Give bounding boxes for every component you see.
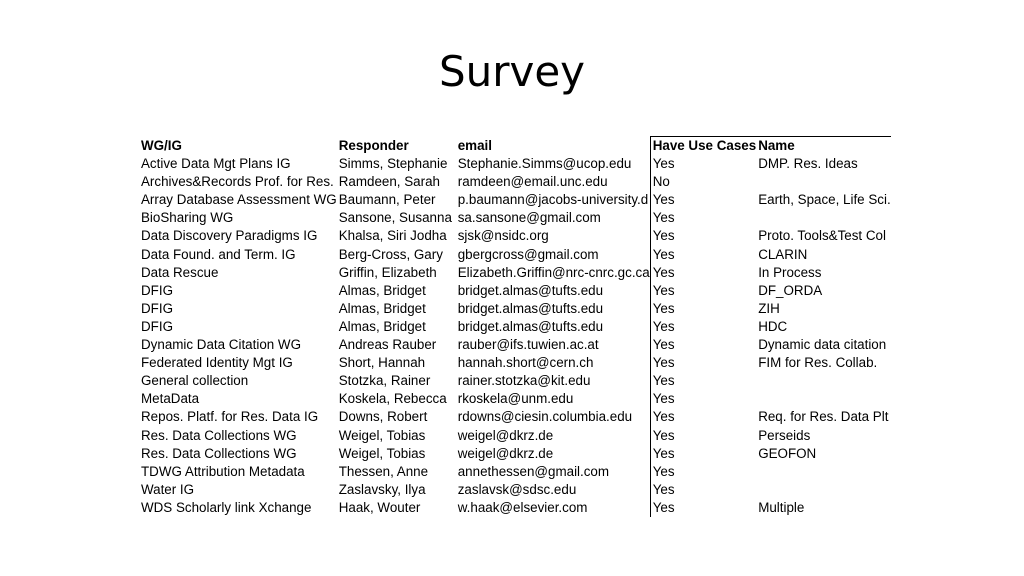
table-row xyxy=(139,390,891,408)
cell-responder: Weigel, Tobias xyxy=(338,427,426,443)
cell-wg-ig: General collection xyxy=(141,373,249,389)
table-row xyxy=(139,318,891,336)
table-row xyxy=(139,463,891,481)
cell-have-use-cases: Yes xyxy=(650,499,756,517)
cell-email: sa.sansone@gmail.com xyxy=(457,210,601,226)
cell-wg-ig: Federated Identity Mgt IG xyxy=(141,355,293,371)
table-row xyxy=(139,372,891,390)
cell-have-use-cases: Yes xyxy=(650,282,756,300)
cell-wg-ig: DFIG xyxy=(141,282,173,298)
cell-name: Perseids xyxy=(758,427,811,443)
cell-wg-ig: Array Database Assessment WG xyxy=(141,192,337,208)
cell-wg-ig: Res. Data Collections WG xyxy=(141,445,297,461)
cell-email: hannah.short@cern.ch xyxy=(457,355,594,371)
cell-wg-ig: DFIG xyxy=(141,318,173,334)
cell-responder: Weigel, Tobias xyxy=(338,445,426,461)
cell-wg-ig: MetaData xyxy=(141,391,200,407)
cell-email: p.baumann@jacobs-university.d xyxy=(457,192,649,208)
cell-name: Earth, Space, Life Sci. xyxy=(758,192,891,208)
cell-email: zaslavsk@sdsc.edu xyxy=(457,481,577,497)
cell-name: DF_ORDA xyxy=(758,282,823,298)
cell-email: gbergcross@gmail.com xyxy=(457,246,599,262)
table-row xyxy=(139,427,891,445)
column-header-email: email xyxy=(457,137,492,153)
cell-wg-ig: Data Found. and Term. IG xyxy=(141,246,296,262)
cell-name: GEOFON xyxy=(758,445,817,461)
cell-wg-ig: Repos. Platf. for Res. Data IG xyxy=(141,409,319,425)
cell-name: ZIH xyxy=(758,300,780,316)
cell-name: HDC xyxy=(758,318,788,334)
table-row xyxy=(139,209,891,227)
cell-email: bridget.almas@tufts.edu xyxy=(457,282,604,298)
cell-email: w.haak@elsevier.com xyxy=(457,499,588,515)
cell-wg-ig: Data Discovery Paradigms IG xyxy=(141,228,318,244)
table-row xyxy=(139,336,891,354)
table-row xyxy=(139,246,891,264)
page-title: Survey xyxy=(438,47,586,96)
cell-responder: Almas, Bridget xyxy=(338,300,426,316)
table-row xyxy=(139,481,891,499)
cell-responder: Andreas Rauber xyxy=(338,337,437,353)
column-header-responder: Responder xyxy=(338,137,409,153)
column-header-name: Name xyxy=(756,137,891,156)
cell-responder: Berg-Cross, Gary xyxy=(338,246,443,262)
cell-responder: Stotzka, Rainer xyxy=(338,373,431,389)
cell-have-use-cases: Yes xyxy=(650,191,756,209)
cell-responder: Almas, Bridget xyxy=(338,282,426,298)
table-row xyxy=(139,155,891,173)
cell-responder: Downs, Robert xyxy=(338,409,428,425)
cell-name: Multiple xyxy=(758,499,805,515)
table-header-row xyxy=(139,137,891,156)
table-row xyxy=(139,264,891,282)
cell-have-use-cases: Yes xyxy=(650,427,756,445)
cell-responder: Almas, Bridget xyxy=(338,318,426,334)
cell-name: In Process xyxy=(758,264,822,280)
cell-name xyxy=(756,481,891,499)
cell-name: Dynamic data citation xyxy=(758,337,887,353)
cell-name xyxy=(756,372,891,390)
cell-have-use-cases: Yes xyxy=(650,246,756,264)
cell-email: Stephanie.Simms@ucop.edu xyxy=(457,156,632,172)
cell-wg-ig: BioSharing WG xyxy=(141,210,234,226)
cell-email: bridget.almas@tufts.edu xyxy=(457,300,604,316)
cell-responder: Thessen, Anne xyxy=(338,463,429,479)
cell-name: FIM for Res. Collab. xyxy=(758,355,878,371)
column-header-have-use-cases: Have Use Cases xyxy=(650,137,756,156)
cell-name xyxy=(756,463,891,481)
table-row xyxy=(139,173,891,191)
cell-have-use-cases: Yes xyxy=(650,264,756,282)
cell-wg-ig: WDS Scholarly link Xchange xyxy=(141,499,312,515)
cell-wg-ig: DFIG xyxy=(141,300,173,316)
cell-name: Req. for Res. Data Plt xyxy=(758,409,889,425)
cell-email: weigel@dkrz.de xyxy=(457,427,554,443)
cell-email: ramdeen@email.unc.edu xyxy=(457,174,608,190)
cell-email: annethessen@gmail.com xyxy=(457,463,610,479)
column-header-wg-ig: WG/IG xyxy=(141,137,182,153)
cell-wg-ig: Data Rescue xyxy=(141,264,219,280)
cell-name: Proto. Tools&Test Col xyxy=(758,228,886,244)
cell-have-use-cases: Yes xyxy=(650,390,756,408)
table-row xyxy=(139,191,891,209)
cell-email: rauber@ifs.tuwien.ac.at xyxy=(457,337,599,353)
cell-responder: Sansone, Susanna xyxy=(338,210,452,226)
cell-email: Elizabeth.Griffin@nrc-cnrc.gc.ca xyxy=(457,264,650,280)
cell-have-use-cases: Yes xyxy=(650,354,756,372)
cell-have-use-cases: Yes xyxy=(650,155,756,173)
cell-have-use-cases: Yes xyxy=(650,445,756,463)
cell-email: sjsk@nsidc.org xyxy=(457,228,549,244)
cell-have-use-cases: Yes xyxy=(650,481,756,499)
cell-have-use-cases: Yes xyxy=(650,336,756,354)
cell-email: rainer.stotzka@kit.edu xyxy=(457,373,591,389)
cell-responder: Khalsa, Siri Jodha xyxy=(338,228,447,244)
cell-wg-ig: Dynamic Data Citation WG xyxy=(141,337,301,353)
cell-responder: Zaslavsky, Ilya xyxy=(338,481,426,497)
table-row xyxy=(139,408,891,426)
cell-name xyxy=(756,209,891,227)
table-row xyxy=(139,300,891,318)
cell-responder: Short, Hannah xyxy=(338,355,426,371)
cell-have-use-cases: Yes xyxy=(650,227,756,245)
table-body xyxy=(139,155,891,517)
cell-wg-ig: TDWG Attribution Metadata xyxy=(141,463,305,479)
cell-have-use-cases: Yes xyxy=(650,408,756,426)
cell-email: bridget.almas@tufts.edu xyxy=(457,318,604,334)
cell-responder: Ramdeen, Sarah xyxy=(338,174,440,190)
cell-responder: Baumann, Peter xyxy=(338,192,436,208)
cell-name xyxy=(756,390,891,408)
cell-have-use-cases: Yes xyxy=(650,318,756,336)
cell-responder: Simms, Stephanie xyxy=(338,156,448,172)
cell-have-use-cases: No xyxy=(650,173,756,191)
cell-name: DMP. Res. Ideas xyxy=(758,156,858,172)
table-row xyxy=(139,282,891,300)
cell-wg-ig: Archives&Records Prof. for Res. xyxy=(141,174,334,190)
cell-responder: Haak, Wouter xyxy=(338,499,421,515)
cell-name xyxy=(756,173,891,191)
table-row xyxy=(139,227,891,245)
cell-have-use-cases: Yes xyxy=(650,209,756,227)
survey-table xyxy=(139,136,891,517)
cell-email: weigel@dkrz.de xyxy=(457,445,554,461)
cell-have-use-cases: Yes xyxy=(650,463,756,481)
cell-have-use-cases: Yes xyxy=(650,372,756,390)
table-row xyxy=(139,445,891,463)
cell-name: CLARIN xyxy=(758,246,808,262)
cell-wg-ig: Active Data Mgt Plans IG xyxy=(141,156,291,172)
cell-responder: Griffin, Elizabeth xyxy=(338,264,437,280)
cell-have-use-cases: Yes xyxy=(650,300,756,318)
cell-email: rdowns@ciesin.columbia.edu xyxy=(457,409,633,425)
cell-wg-ig: Water IG xyxy=(141,481,195,497)
table-row xyxy=(139,499,891,517)
cell-wg-ig: Res. Data Collections WG xyxy=(141,427,297,443)
cell-email: rkoskela@unm.edu xyxy=(457,391,574,407)
table-row xyxy=(139,354,891,372)
cell-responder: Koskela, Rebecca xyxy=(338,391,447,407)
